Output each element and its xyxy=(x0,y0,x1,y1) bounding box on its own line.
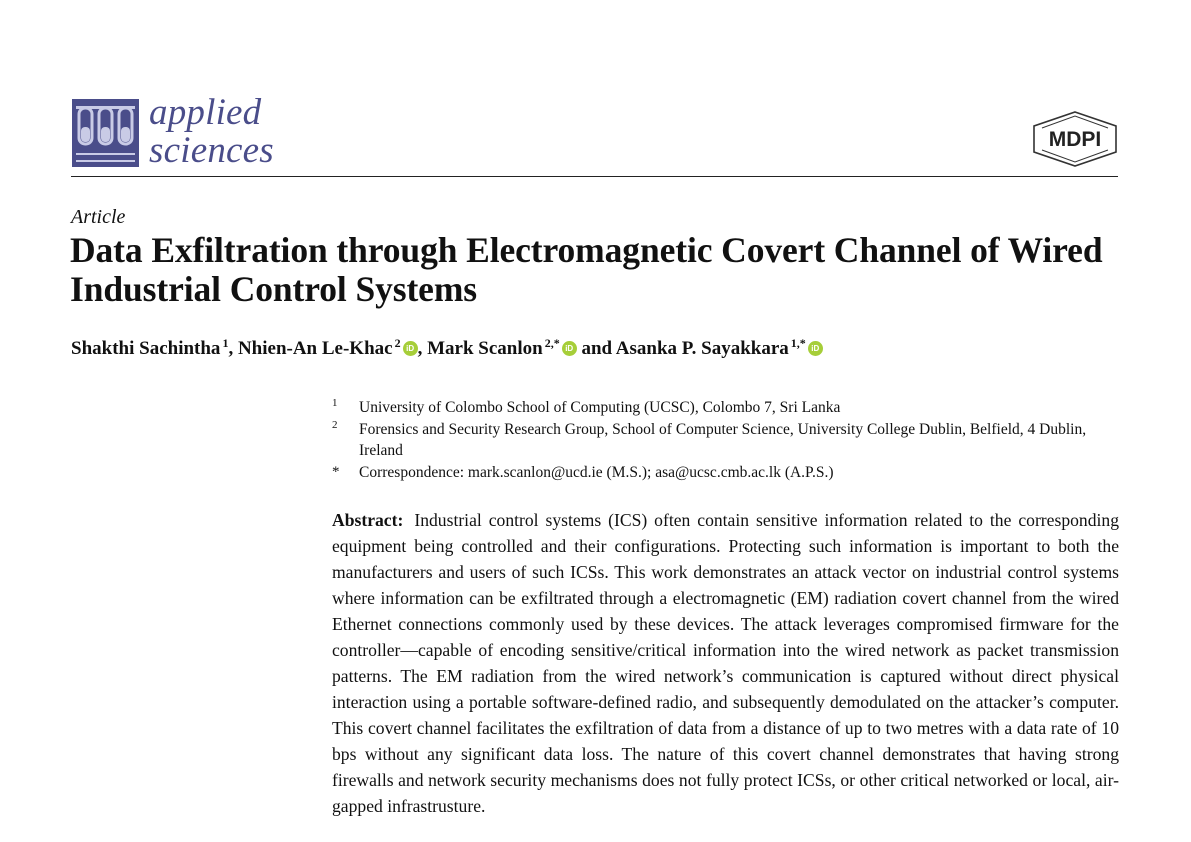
affiliation-mark: 2 xyxy=(332,418,338,431)
author-affil-mark: 2,* xyxy=(544,336,560,350)
affiliation-mark: * xyxy=(332,463,340,480)
affiliation-mark: 1 xyxy=(332,397,338,409)
author xyxy=(427,338,612,359)
author xyxy=(71,338,233,359)
journal-name xyxy=(149,94,274,170)
author-name: Shakthi Sachintha xyxy=(71,338,221,359)
affiliation-text: Forensics and Security Research Group, School of Computer Science, University College Dublin, Belfield, 4 Dublin, Ireland xyxy=(359,420,1087,459)
abstract-text: Industrial control systems (ICS) often contain sensitive information related to the corresponding equipment being controlled and their configurations. Protecting such information is important to both the manufacturers and users of such ICSs. This work demonstrates an attack vector on industrial control systems where information can be exfiltrated through a electromagnetic (EM) radiation covert channel from the wired Ethernet connections commonly used by these devices. The attack leverages compromised firmware for the controller—capable of encoding sensitive/critical information into the wired network as packet transmission patterns. The EM radiation from the wired network’s communication is captured without direct physical interaction using a portable software-defined radio, and subsequently demodulated on the attacker’s computer. This covert channel facilitates the exfiltration of data from a distance of up to two metres with a data rate of 10 bps without any significant data loss. The nature of this covert channel demonstrates that having strong firewalls and network security mechanisms does not fully protect ICSs, or other critical networked or local, air-gapped infrastrusture. xyxy=(332,510,1119,816)
correspondence-text: Correspondence: mark.scanlon@ucd.ie (M.S.); asa@ucsc.cmb.ac.lk (A.P.S.) xyxy=(359,463,834,481)
author-name: Nhien-An Le-Khac xyxy=(237,338,393,359)
author-separator: , xyxy=(417,338,423,359)
header-rule xyxy=(71,176,1118,177)
publisher-name: MDPI xyxy=(1048,128,1102,151)
publisher-logo xyxy=(1032,110,1118,168)
orcid-icon[interactable]: iD xyxy=(403,341,418,356)
author-affil-mark: 1 xyxy=(222,336,229,350)
affiliation-text: University of Colombo School of Computing (UCSC), Colombo 7, Sri Lanka xyxy=(359,399,841,416)
affiliation xyxy=(332,397,1132,419)
author-list xyxy=(71,336,1131,360)
author-separator: , xyxy=(228,338,234,359)
author-affil-mark: 2 xyxy=(394,336,401,350)
author-name: Mark Scanlon xyxy=(427,338,543,359)
journal-name-line1: applied xyxy=(149,92,262,133)
abstract-label: Abstract: xyxy=(332,510,404,530)
author-affil-mark: 1,* xyxy=(790,336,806,350)
journal-logo xyxy=(72,99,139,167)
journal-name-line2: sciences xyxy=(149,130,274,171)
affiliations xyxy=(332,397,1132,483)
article-type: Article xyxy=(71,206,126,228)
author xyxy=(238,338,422,359)
paper-title: Data Exfiltration through Electromagnetic Covert Channel of Wired Industrial Control Systems xyxy=(70,230,1103,309)
author xyxy=(616,338,823,359)
affiliation xyxy=(332,419,1132,462)
orcid-icon[interactable]: iD xyxy=(808,341,823,356)
author-name: Asanka P. Sayakkara xyxy=(615,338,789,359)
correspondence xyxy=(332,462,1132,484)
orcid-icon[interactable]: iD xyxy=(562,341,577,356)
abstract xyxy=(332,507,1119,819)
author-separator: and xyxy=(576,338,613,359)
